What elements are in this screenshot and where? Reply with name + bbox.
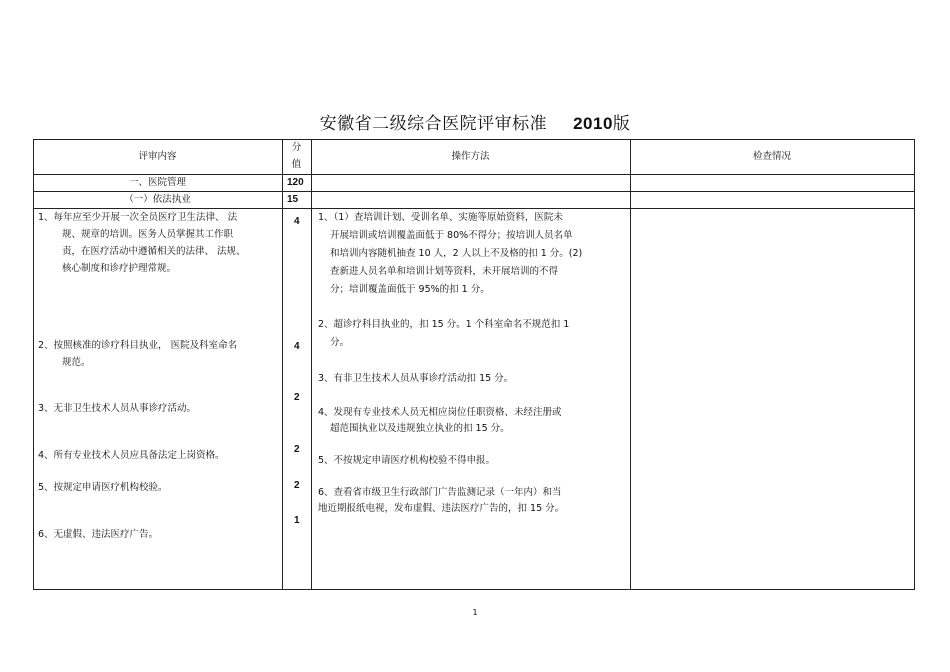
item-2-score: 4 bbox=[294, 341, 300, 352]
item-4-score: 2 bbox=[294, 444, 300, 455]
method-1-line-2: 开展培训或培训覆盖面低于 80%不得分；按培训人员名单 bbox=[330, 230, 573, 241]
table-divider-content-score bbox=[282, 139, 283, 590]
header-check: 检查情况 bbox=[752, 151, 791, 162]
title-version: 2010 bbox=[573, 114, 613, 133]
method-5-line-1: 5、不按规定申请医疗机构校验不得申报。 bbox=[318, 455, 496, 466]
table-border-bottom bbox=[33, 589, 915, 590]
document-title bbox=[0, 109, 950, 134]
item-1-line-4: 核心制度和诊疗护理常规。 bbox=[62, 263, 177, 274]
header-method: 操作方法 bbox=[451, 151, 490, 162]
section-score: 120 bbox=[287, 177, 304, 188]
method-1-line-1: 1、（1）查培训计划、受训名单、实施等原始资料，医院未 bbox=[318, 212, 563, 223]
method-6-line-2: 地近期报纸电视，发布虚假、违法医疗广告的，扣 15 分。 bbox=[318, 503, 565, 514]
subsection-score: 15 bbox=[287, 194, 299, 205]
item-4-line-1: 4、所有专业技术人员应具备法定上岗资格。 bbox=[38, 450, 225, 461]
table-divider-score-method bbox=[311, 139, 312, 590]
header-score-2: 值 bbox=[291, 159, 302, 170]
header-score-1: 分 bbox=[291, 142, 302, 153]
item-1-line-2: 规、规章的培训。医务人员掌握其工作职 bbox=[62, 229, 234, 240]
item-6-line-1: 6、无虚假、违法医疗广告。 bbox=[38, 529, 159, 540]
item-1-line-1: 1、每年应至少开展一次全员医疗卫生法律、 法 bbox=[38, 212, 238, 223]
title-version-suffix: 版 bbox=[612, 114, 631, 134]
item-3-score: 2 bbox=[294, 392, 300, 403]
item-1-score: 4 bbox=[294, 216, 300, 227]
method-4-line-1: 4、发现有专业技术人员无相应岗位任职资格、未经注册或 bbox=[318, 407, 562, 418]
item-2-line-1: 2、按照核准的诊疗科目执业， 医院及科室命名 bbox=[38, 340, 238, 351]
subsection-label: （一）依法执业 bbox=[124, 194, 191, 205]
item-1-line-3: 责，在医疗活动中遵循相关的法律、 法规、 bbox=[62, 246, 246, 257]
method-1-line-3: 和培训内容随机抽查 10 人，2 人以上不及格的扣 1 分。(2) bbox=[330, 248, 583, 259]
item-5-score: 2 bbox=[294, 480, 300, 491]
item-3-line-1: 3、无非卫生技术人员从事诊疗活动。 bbox=[38, 403, 197, 414]
method-4-line-2: 超范围执业以及违规独立执业的扣 15 分。 bbox=[330, 423, 510, 434]
method-1-line-4: 查新进人员名单和培训计划等资料，未开展培训的不得 bbox=[330, 266, 559, 277]
method-2-line-2: 分。 bbox=[330, 337, 350, 348]
method-3-line-1: 3、有非卫生技术人员从事诊疗活动扣 15 分。 bbox=[318, 373, 514, 384]
method-2-line-1: 2、超诊疗科目执业的，扣 15 分。1 个科室命名不规范扣 1 bbox=[318, 319, 570, 330]
table-border-top bbox=[33, 139, 915, 140]
header-content: 评审内容 bbox=[138, 151, 177, 162]
title-text: 安徽省二级综合医院评审标准 bbox=[319, 114, 548, 134]
table-border-right bbox=[914, 139, 915, 590]
method-1-line-5: 分；培训覆盖面低于 95%的扣 1 分。 bbox=[330, 284, 490, 295]
item-5-line-1: 5、按规定申请医疗机构校验。 bbox=[38, 482, 168, 493]
section-label: 一、医院管理 bbox=[128, 177, 186, 188]
page-number: 1 bbox=[472, 608, 478, 617]
table-divider-method-check bbox=[630, 139, 631, 590]
method-6-line-1: 6、查看省市级卫生行政部门广告监测记录（一年内）和当 bbox=[318, 487, 562, 498]
standards-table bbox=[33, 139, 915, 590]
item-6-score: 1 bbox=[294, 515, 300, 526]
item-2-line-2: 规范。 bbox=[62, 357, 91, 368]
